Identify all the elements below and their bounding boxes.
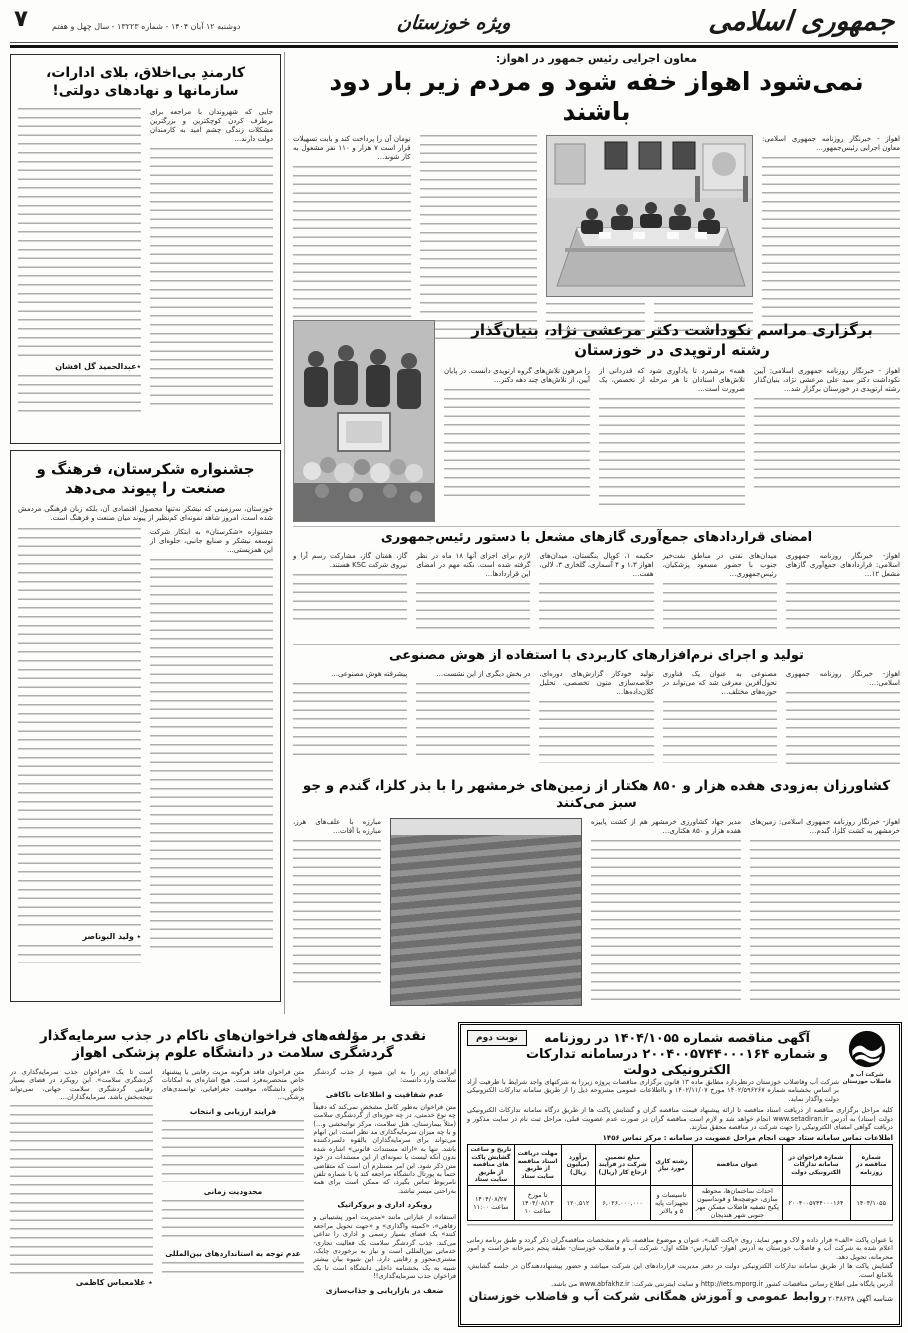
article-gas-flares [293, 530, 900, 642]
critique-subhead-6: عدم توجه به استانداردهای بین‌المللی [165, 1248, 301, 1258]
body-text-lines [293, 574, 407, 626]
tender-cell-setad-no: ۲۰۰۴۰۰۵۷۴۴۰۰۰۱۶۴ [782, 1185, 850, 1220]
tender-table-header-row [468, 1145, 893, 1186]
critique-subhead-3: ضعف در بازاریابی و جذاب‌سازی [325, 1285, 444, 1295]
critique-subhead-1: عدم شفافیت و اطلاعات ناکافی [325, 1089, 444, 1099]
tender-th-estimate: برآورد (میلیون ریال) [561, 1145, 595, 1186]
body-text-lines [293, 166, 411, 334]
critique-col2-p: متن فراخوان فاقد هرگونه مزیت رقابتی یا پیشنهاد خاص منحصربه‌فرد است. هیچ اشاره‌ای به امکانات خاص دانشگاه، موقعیت جغرافیایی، توانمندی‌های پزشکی… [161, 1068, 305, 1102]
critique-subhead-4: فرایند ارزیابی و انتخاب [189, 1106, 277, 1116]
tender-header [467, 1030, 893, 1085]
article-ethics-title: کارمندِ بی‌اخلاق، بلای ادارات، سازمانها و نهادهای دولتی! [45, 65, 246, 99]
article-festival-lead: خوزستان، سرزمینی که نیشکر نه‌تنها محصول اقتصادی آن، بلکه زبان فرهنگی مردمش شده است، امروز شاهد نمونه‌ای کم‌نظیر از پیوند میان صنعت و فرهنگ است. [18, 505, 273, 522]
body-text-lines [420, 135, 538, 345]
commemoration-col1: اهواز - خبرنگار روزنامه جمهوری اسلامی: آیین نکوداشت دکتر سید علی مرعشی نژاد، بنیان‌گذار رشته ارتوپدی در خوزستان برگزار شد… [754, 367, 900, 393]
tender-th-field: رشته کاری مورد نیاز [650, 1145, 693, 1186]
gas-col4: لازم برای اجرای آنها ۱۸ ماه در نظر گرفته شده است. نکته مهم در امضای این قراردادها… [416, 552, 531, 578]
article-ethics [10, 54, 281, 444]
commemoration-col3: را مرهون تلاش‌های گروه ارتوپدی دانست. در پایان آیین، از تلاش‌های چند دهه دکتر… [444, 367, 590, 384]
critique-subhead-2: رویکرد اداری و بروکراتیک [337, 1200, 432, 1210]
tender-intro1: شرکت آب وفاضلاب خوزستان درنظردارد مطابق ماده ۱۳ قانون برگزاری مناقصات پروژه زیررا به شرکتهای واجد شرایط با ظرفیت آزاد بر اساس بخشنامه شماره ۱۴۰۲/۵۹۶۲۶۷ مورخ ۱۴۰۲/۱۱/۰۷ و بااطلاعات عمومی مشروحه ذیل را از طریق سامانه تدارکات الکترونیکی دولت واگذار نماید. [467, 1078, 839, 1103]
body-text-lines [162, 1200, 305, 1244]
body-text-lines [150, 559, 273, 954]
ai-col2: مصنوعی به عنوان یک فناوری تحول‌آفرین معرفی شد که می‌تواند در حوزه‌های مختلف… [662, 670, 777, 696]
header-rule-thick [10, 45, 898, 48]
tender-contact-line: اطلاعات تماس سامانه ستاد جهت انجام مراحل عضویت در سامانه : مرکز تماس ۱۴۵۶ [602, 1134, 893, 1143]
tender-cell-docs-deadline: تا مورخ ۱۴۰۴/۰۸/۱۳ ساعت ۱۰ [514, 1185, 561, 1220]
article-critique-byline: ٭ غلامعباس کاظمی [75, 1277, 153, 1287]
gas-col1: اهواز- خبرنگار روزنامه جمهوری اسلامی: قراردادهای جمع‌آوری گازهای مشعل ۱۲… [785, 552, 900, 578]
farmers-col-left: مبارزه با علف‌های هرز، مبارزه با آفات… [293, 818, 381, 835]
ai-col1: اهواز- خبرنگار روزنامه جمهوری اسلامی:… [785, 670, 900, 687]
body-text-lines [539, 701, 653, 763]
body-text-lines [591, 840, 741, 1000]
body-text-lines [293, 683, 407, 761]
article-commemoration [293, 320, 900, 524]
tender-ad-box [458, 1022, 902, 1327]
body-text-lines [599, 398, 745, 506]
tender-cell-guarantee: ۶,۰۲۶,۰۰۰,۰۰۰ [595, 1185, 650, 1220]
body-text-lines [162, 1262, 305, 1278]
body-text-lines [663, 701, 777, 763]
article-gas-title: امضای قراردادهای جمع‌آوری گازهای مشعل با دستور رئیس‌جمهوری [380, 530, 813, 545]
article-commemoration-title: برگزاری مراسم نکوداشت دکتر مرعشی نژاد، بنیان‌گذار رشته ارتوپدی در خوزستان [471, 321, 873, 359]
article-festival [10, 450, 281, 1002]
gas-col3: حکیمه ۱، کوپال بنگستان، میدان‌های اهواز ۱،۳ و ۴ آسماری، گلخاری ۳، لالی، هفت… [539, 552, 654, 578]
section-divider [293, 526, 900, 527]
body-text-lines [786, 583, 900, 635]
body-text-lines [18, 945, 141, 963]
body-text-lines [539, 583, 653, 635]
body-text-lines [18, 528, 141, 928]
article-main [293, 52, 900, 316]
farmers-col2: مدیر جهاد کشاورزی خرمشهر هم از کشت پاییزه هفده هزار و ۸۵۰ هکتاری… [591, 818, 741, 835]
article-ai-title: تولید و اجرای نرم‌افزارهای کاربردی با استفاده از هوش مصنوعی [389, 648, 804, 663]
article-main-col-right: اهواز - خبرنگار روزنامه جمهوری اسلامی: معاون اجرایی رئیس‌جمهور… [762, 135, 900, 152]
newspaper-logo: جمهوری اسلامی [706, 6, 896, 37]
dateline: دوشنبه ۱۲ آبان ۱۴۰۴ - شماره ۱۳۲۲۳ - سال چهل و هفتم [52, 22, 241, 31]
tender-th-opening: تاریخ و ساعت گشایش پاکت های مناقصه از طریق سایت ستاد [468, 1145, 515, 1186]
ceremony-flowers-photo [293, 320, 435, 522]
body-text-lines [416, 683, 530, 761]
column-divider [284, 52, 285, 1014]
tender-cell-estimate: ۱۲۰,۵۱۲ [561, 1185, 595, 1220]
water-company-logo [841, 1030, 893, 1085]
article-main-col-left: تومان آن را پرداخت کند و بابت تسهیلات قرار است ۷ هزار و ۱۱۰ نفر مشغول به کار شوند… [293, 135, 411, 161]
crop-field-photo [390, 818, 582, 1006]
body-text-lines [786, 692, 900, 766]
article-main-title: نمی‌شود اهواز خفه شود و مردم زیر بار دود باشند [329, 67, 864, 126]
tender-ad-id: شناسه آگهی ۲۰۳۸۶۳۸ [828, 1295, 893, 1304]
tender-intro2: کلیه مراحل برگزاری مناقصه از دریافت اسناد مناقصه تا ارائه پیشنهاد قیمت مناقصه گران و گشایش پاکت ها از طریق درگاه سامانه تدارکات الکترونیکی دولت (ستاد) به آدرس www.setadiran.ir انجام خواهد شد و لازم است مناقصه گران در صورت عدم عضویت قبلی، مراحل ثبت نام در سایت مذکور و دریافت گواهی امضای الکترونیکی را جهت شرکت در مناقصه محقق سازند. [467, 1106, 893, 1132]
body-text-lines [444, 389, 590, 501]
ai-col4: در بخش دیگری از این نشست… [436, 670, 531, 678]
tender-th-title: عنوان مناقصه [693, 1145, 782, 1186]
tender-edition-badge: نوبت دوم [467, 1030, 527, 1046]
tender-note2: گشایش پاکت ها از طریق سامانه تدارکات الکترونیکی دولت در دفتر مدیریت قراردادهای این شرکت میباشد و حضور پیشنهاددهندگان در جلسه گشایش، بلامانع است. [467, 1262, 893, 1279]
tender-th-guarantee: مبلغ تضمین شرکت در فرایند ارجاع کار (ریال) [595, 1145, 650, 1186]
header-rule-thin [10, 42, 898, 43]
critique-col1-p1: متن فراخوان به‌طور کامل مشخص نمی‌کند که دقیقاً چه نوع خدمتی، در چه حوزه‌ای از گردشگری سلامت (مثلاً بیمارستان، هتل سلامت، مرکز توانبخشی و…) و با چه میزان سرمایه‌گذاری مد نظر است. این ابهام می‌تواند برای سرمایه‌گذاران بالقوه دلسردکننده باشد. تنها به «ارائه مستندات قانونی» اشاره شده بدون آنکه لیست یا نمونه‌ای از این مستندات در خود متن ذکر شود. این امر مستلزم آن است که متقاضی حتماً به پورتال دانشگاه مراجعه کند یا با شماره تلفن نامربوط تماس بگیرد، که ممکن است برای همه به‌راحتی میسر نباشد. [313, 1102, 456, 1195]
commemoration-col2: همه» برشمرد تا یادآوری شود که قدردانی از تلاش‌های استادان تا هر مرحله از تخصص، یک ضرورت است… [599, 367, 745, 393]
gas-col2: میدان‌های نفتی در مناطق نفت‌خیز جنوب با حضور مسعود پزشکیان، رئیس‌جمهوری… [662, 552, 777, 578]
article-festival-body: جشنواره «شکرستان» به ابتکار شرکت توسعه نیشکر و صنایع جانبی، جلوه‌ای از این همزیستی… [150, 528, 273, 554]
article-main-kicker: معاون اجرایی رئیس جمهور در اهواز: [495, 52, 698, 65]
article-ethics-body: جایی که شهروندان با مراجعه برای برطرف کردن کوچکترین و بزرگترین مشکلات زندگی چشم امید به کارمندان دولت دارند… [150, 108, 273, 143]
article-farmers-title: کشاورزان به‌زودی هفده هزار و ۸۵۰ هکتار از زمین‌های خرمشهر را با بذر کلزا، گندم و جو سبز می‌کنند [302, 778, 891, 811]
body-text-lines [467, 1224, 893, 1233]
ai-col5: پیشرفته هوش مصنوعی… [330, 670, 408, 678]
article-festival-title: جشنواره شکرستان، فرهنگ و صنعت را پیوند می‌دهد [36, 460, 255, 497]
article-ethics-byline: ٭عبدالحمید گل افشان [55, 362, 141, 371]
body-text-lines [663, 583, 777, 635]
body-text-lines [762, 157, 900, 335]
body-text-lines [750, 840, 900, 1000]
critique-subhead-5: محدودیت زمانی [203, 1186, 263, 1196]
article-farmers [293, 778, 900, 1014]
tender-th-setad-no: شماره فراخوان در سامانه تدارکات الکترونیکی دولت [782, 1145, 850, 1186]
tender-table [467, 1144, 893, 1221]
body-text-lines [162, 1120, 305, 1182]
article-critique-title: نقدی بر مؤلفه‌های فراخوان‌های ناکام در جذب سرمایه‌گذار گردشگری سلامت در دانشگاه علوم پزشکی اهواز [39, 1028, 427, 1061]
tender-cell-title: احداث ساختمان‌ها، محوطه سازی، حوضچه‌ها و فونداسیون پکیج تصفیه فاضلاب مسکن مهر جنوبی شهر هندیجان [693, 1185, 782, 1220]
body-text-lines [150, 148, 273, 410]
body-text-lines [18, 108, 141, 358]
article-critique [10, 1028, 456, 1328]
conference-meeting-photo [546, 135, 753, 297]
gas-col5: گاز، هفتان گاز، مشارکت رسم آرا و نیروی شرکت KSC هستند. [292, 552, 408, 569]
tender-cell-field: تاسیسات و تجهیزات پایه ۵ و بالاتر [650, 1185, 693, 1220]
critique-col1-p2: استفاده از عباراتی مانند «مدیریت امور پشتیبانی و رفاهی»، «کمیته واگذاری» و «جهت تحویل مراجعه کنند» یک فضای بسیار رسمی و اداری را تداعی می‌کند. جذب گردشگر سلامت یک فعالیت تجاری-خدماتی بین‌المللی است و نیاز به برخوردی چابک، مشتری‌محور و رقابتی دارد. این شیوه بیان بیشتر شبیه به یک بخشنامه داخلی دانشگاه است تا یک فراخوان جذب سرمایه‌گذاری!! [313, 1213, 456, 1281]
tender-title-line2: و شماره ۲۰۰۴۰۰۵۷۴۴۰۰۰۱۶۴ درسامانه تدارکات الکترونیکی دولت [525, 1047, 829, 1078]
body-text-lines [754, 398, 900, 494]
article-ai [293, 648, 900, 772]
water-company-caption: شرکت آب و فاضلاب خوزستان [842, 1072, 892, 1085]
tender-cell-newspaper-no: ۱۴۰۴/۱۰۵۵ [850, 1185, 893, 1220]
body-text-lines [293, 840, 381, 988]
farmers-col1: اهواز- خبرنگار روزنامه جمهوری اسلامی: زمین‌های خرمشهر به کشت کلزا، گندم… [750, 818, 900, 835]
section-divider [293, 644, 900, 645]
tender-table-row [468, 1185, 893, 1220]
page-number: ۷ [14, 6, 29, 32]
tender-title-line1: آگهی مناقصه شماره ۱۴۰۴/۱۰۵۵ در روزنامه [544, 1030, 810, 1045]
ai-col3: تولید خودکار گزارش‌های دوره‌ای، خلاصه‌سازی متون تخصصی، تحلیل کلان‌داده‌ها… [539, 670, 654, 696]
edition-title: ویژه خوزستان [396, 12, 512, 34]
critique-col3-p: است تا یک «فراخوان جذب سرمایه‌گذاری در گردشگری سلامت». این رویکرد در فضای بسیار رقابتی گردشگری سلامت جهانی، نمی‌تواند نتیجه‌بخش باشد. سرمایه‌گذاران… [9, 1068, 153, 1102]
tender-cell-opening: ۱۴۰۴/۰۸/۲۷ ساعت ۱۱:۰۰ [468, 1185, 515, 1220]
tender-footer: روابط عمومی و آموزش همگانی شرکت آب و فاضلاب خوزستان [468, 1289, 827, 1304]
tender-th-newspaper-no: شماره مناقصه در روزنامه [850, 1145, 893, 1186]
tender-note3: آدرس پایگاه ملی اطلاع رسانی مناقصات کشور http://iets.mporg.ir و سایت اینترنتی شرکت: www.abfakhz.ir می باشد. [551, 1279, 893, 1288]
masthead [10, 6, 898, 40]
critique-col1-intro: ایرادهای زیر را به این شیوه از جذب گردشگر سلامت وارد دانست: [313, 1068, 456, 1085]
body-text-lines [416, 583, 530, 635]
article-festival-byline: ٭ ولید البوناصر [82, 932, 141, 941]
body-text-lines [18, 375, 141, 415]
tender-th-docs-deadline: مهلت دریافت اسناد مناقصه از طریق سایت ستاد [514, 1145, 561, 1186]
tender-note1: با عنوان پاکت «الف» قرار داده و لاک و مهر نماید. روی «پاکت الف»، عنوان و موضوع مناقصه، نام و مشخصات مناقصه‌گران ذکر گردد و طبق برنامه زمانی اعلام شده به شرکت آب و فاضلاب خوزستان به آدرس اهواز- کیانپارس- فلکه اول- شرکت آب و فاضلاب خوزستان- طبقه پنجم دبیرخانه حراست و امور محرمانه، تحویل دهد. [467, 1235, 893, 1261]
body-text-lines [10, 1105, 153, 1275]
